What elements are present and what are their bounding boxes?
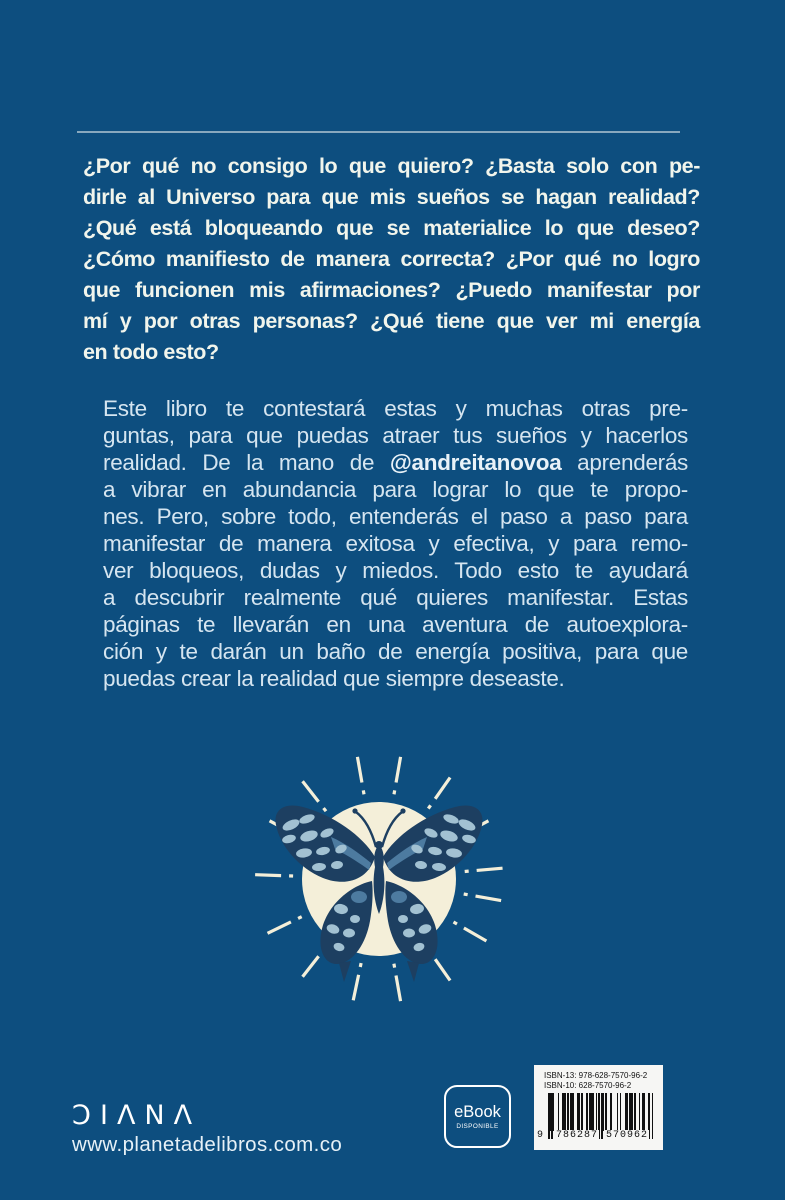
intro-line: mí y por otras personas? ¿Qué tiene que ver mi energía xyxy=(83,309,700,333)
intro-line: que funcionen mis afirmaciones? ¿Puedo manifestar por xyxy=(83,278,700,302)
ebook-badge-subtitle: DISPONIBLE xyxy=(456,1123,499,1130)
barcode-panel xyxy=(534,1065,663,1150)
publisher-website: www.planetadelibros.com.co xyxy=(72,1133,343,1156)
intro-line: ¿Por qué no consigo lo que quiero? ¿Basta solo con pe- xyxy=(83,154,700,178)
butterfly-sun-illustration xyxy=(225,742,535,1017)
barcode-digits-group2: 570962 xyxy=(606,1130,649,1141)
description-paragraph xyxy=(103,395,688,692)
ebook-badge xyxy=(444,1085,511,1148)
barcode-guard xyxy=(548,1093,550,1139)
barcode-guard xyxy=(551,1093,553,1139)
intro-line: ¿Cómo manifiesto de manera correcta? ¿Por qué no logro xyxy=(83,247,700,271)
description-text: aprenderás xyxy=(561,450,689,475)
description-line: a descubrir realmente qué quieres manifestar. Estas xyxy=(103,585,688,610)
barcode-bars xyxy=(548,1093,652,1131)
description-line: nes. Pero, sobre todo, entenderás el paso a paso para xyxy=(103,504,688,529)
isbn10-text: ISBN-10: 628-7570-96-2 xyxy=(544,1081,632,1090)
description-line: ción y te darán un baño de energía positiva, para que xyxy=(103,639,688,664)
intro-line: en todo esto? xyxy=(83,340,219,364)
description-line: puedas crear la realidad que siempre deseaste. xyxy=(103,666,565,691)
intro-paragraph xyxy=(83,151,700,368)
description-line: Este libro te contestará estas y muchas otras pre- xyxy=(103,396,688,421)
description-line: páginas te llevarán en una aventura de autoexplora- xyxy=(103,612,688,637)
description-text: realidad. De la mano de xyxy=(103,450,390,475)
intro-line: dirle al Universo para que mis sueños se hagan realidad? xyxy=(83,185,700,209)
description-line: manifestar de manera exitosa y efectiva, y para remo- xyxy=(103,531,688,556)
ebook-badge-title: eBook xyxy=(454,1103,501,1121)
barcode-digits-group1: 786287 xyxy=(556,1130,599,1141)
description-line: a vibrar en abundancia para lograr lo que te propo- xyxy=(103,477,688,502)
description-line: ver bloqueos, dudas y miedos. Todo esto te ayudará xyxy=(103,558,688,583)
barcode-digit-prefix: 9 xyxy=(537,1130,545,1141)
diana-publisher-logo: ƆIΛNΛ xyxy=(72,1100,202,1131)
barcode-guard xyxy=(652,1093,654,1139)
isbn13-text: ISBN-13: 978-628-7570-96-2 xyxy=(544,1071,648,1080)
barcode-guard xyxy=(601,1093,603,1139)
instagram-handle: @andreitanovoa xyxy=(389,450,562,475)
description-line xyxy=(103,449,688,476)
divider-line xyxy=(77,131,680,133)
intro-line: ¿Qué está bloqueando que se materialice lo que deseo? xyxy=(83,216,700,240)
description-line: guntas, para que puedas atraer tus sueños y hacerlos xyxy=(103,423,688,448)
